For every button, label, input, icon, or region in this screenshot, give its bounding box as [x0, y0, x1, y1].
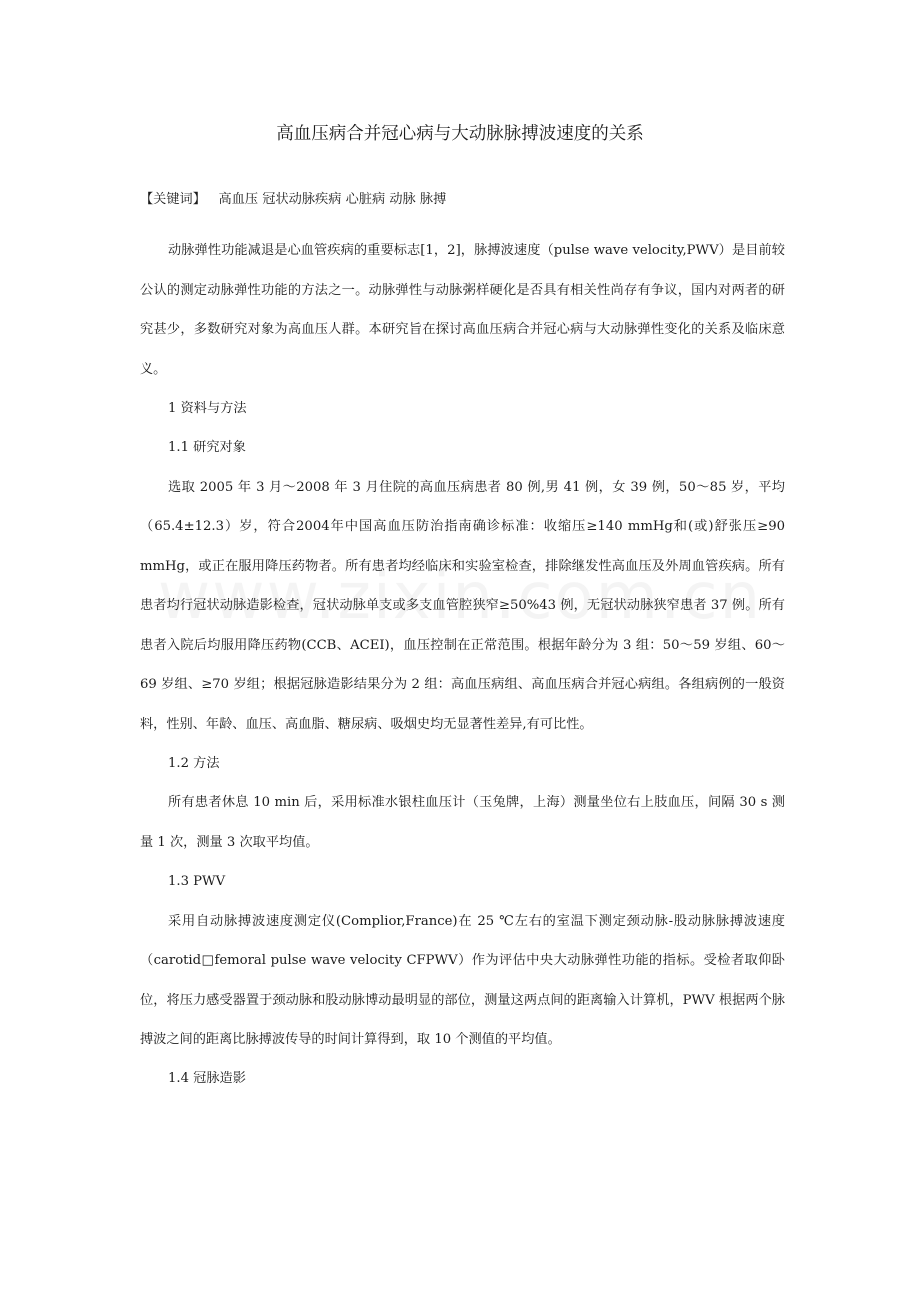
keywords-label: 【关键词】 [140, 192, 206, 207]
intro-paragraph: 动脉弹性功能减退是心血管疾病的重要标志[1，2]，脉搏波速度（pulse wave velocity,PWV）是目前较公认的测定动脉弹性功能的方法之一。动脉弹性与动脉粥样硬化是否具有相关性尚存有争议，国内对两者的研究甚少，多数研究对象为高血压人群。本研究旨在探讨高血压病合并冠心病与大动脉弹性变化的关系及临床意义。 [140, 243, 785, 377]
section-heading-1-2: 1.2 方法 [168, 755, 220, 771]
section-heading-1-3: 1.3 PWV [168, 874, 226, 890]
section-heading-1-1: 1.1 研究对象 [168, 440, 246, 456]
paragraph-1-1: 选取 2005 年 3 月～2008 年 3 月住院的高血压病患者 80 例,男 41 例，女 39 例，50～85 岁，平均（65.4±12.3）岁，符合2004年中国高血压防治指南确诊标准：收缩压≥140 mmHg和(或)舒张压≥90 mmHg，或正在服用降压药物者。所有患者均经临床和实验室检查，排除继发性高血压及外周血管疾病。所有患者均行冠状动脉造影检查，冠状动脉单支或多支血管腔狭窄≥50%43 例，无冠状动脉狭窄患者 37 例。所有患者入院后均服用降压药物(CCB、ACEI)，血压控制在正常范围。根据年龄分为 3 组：50～59 岁组、60～69 岁组、≥70 岁组；根据冠脉造影结果分为 2 组：高血压病组、高血压病合并冠心病组。各组病例的一般资料，性别、年龄、血压、高血脂、糖尿病、吸烟史均无显著性差异,有可比性。 [140, 479, 785, 732]
document-body [140, 188, 785, 1099]
keywords-line [140, 188, 785, 212]
paragraph-1-3: 采用自动脉搏波速度测定仪(Complior,France)在 25 ℃左右的室温下测定颈动脉-股动脉脉搏波速度（carotid□femoral pulse wave velocity CFPWV）作为评估中央大动脉弹性功能的指标。受检者取仰卧位，将压力感受器置于颈动脉和股动脉博动最明显的部位，测量这两点间的距离输入计算机，PWV 根据两个脉搏波之间的距离比脉搏波传导的时间计算得到，取 10 个测值的平均值。 [140, 913, 785, 1048]
document-title: 高血压病合并冠心病与大动脉脉搏波速度的关系 [276, 124, 644, 144]
section-heading-1: 1 资料与方法 [168, 400, 247, 416]
keywords-terms: 高血压 冠状动脉疾病 心脏病 动脉 脉搏 [218, 192, 447, 207]
paragraph-1-2: 所有患者休息 10 min 后，采用标准水银柱血压计（玉兔牌，上海）测量坐位右上肢血压，间隔 30 s 测量 1 次，测量 3 次取平均值。 [140, 795, 785, 850]
section-heading-1-4: 1.4 冠脉造影 [168, 1071, 246, 1087]
